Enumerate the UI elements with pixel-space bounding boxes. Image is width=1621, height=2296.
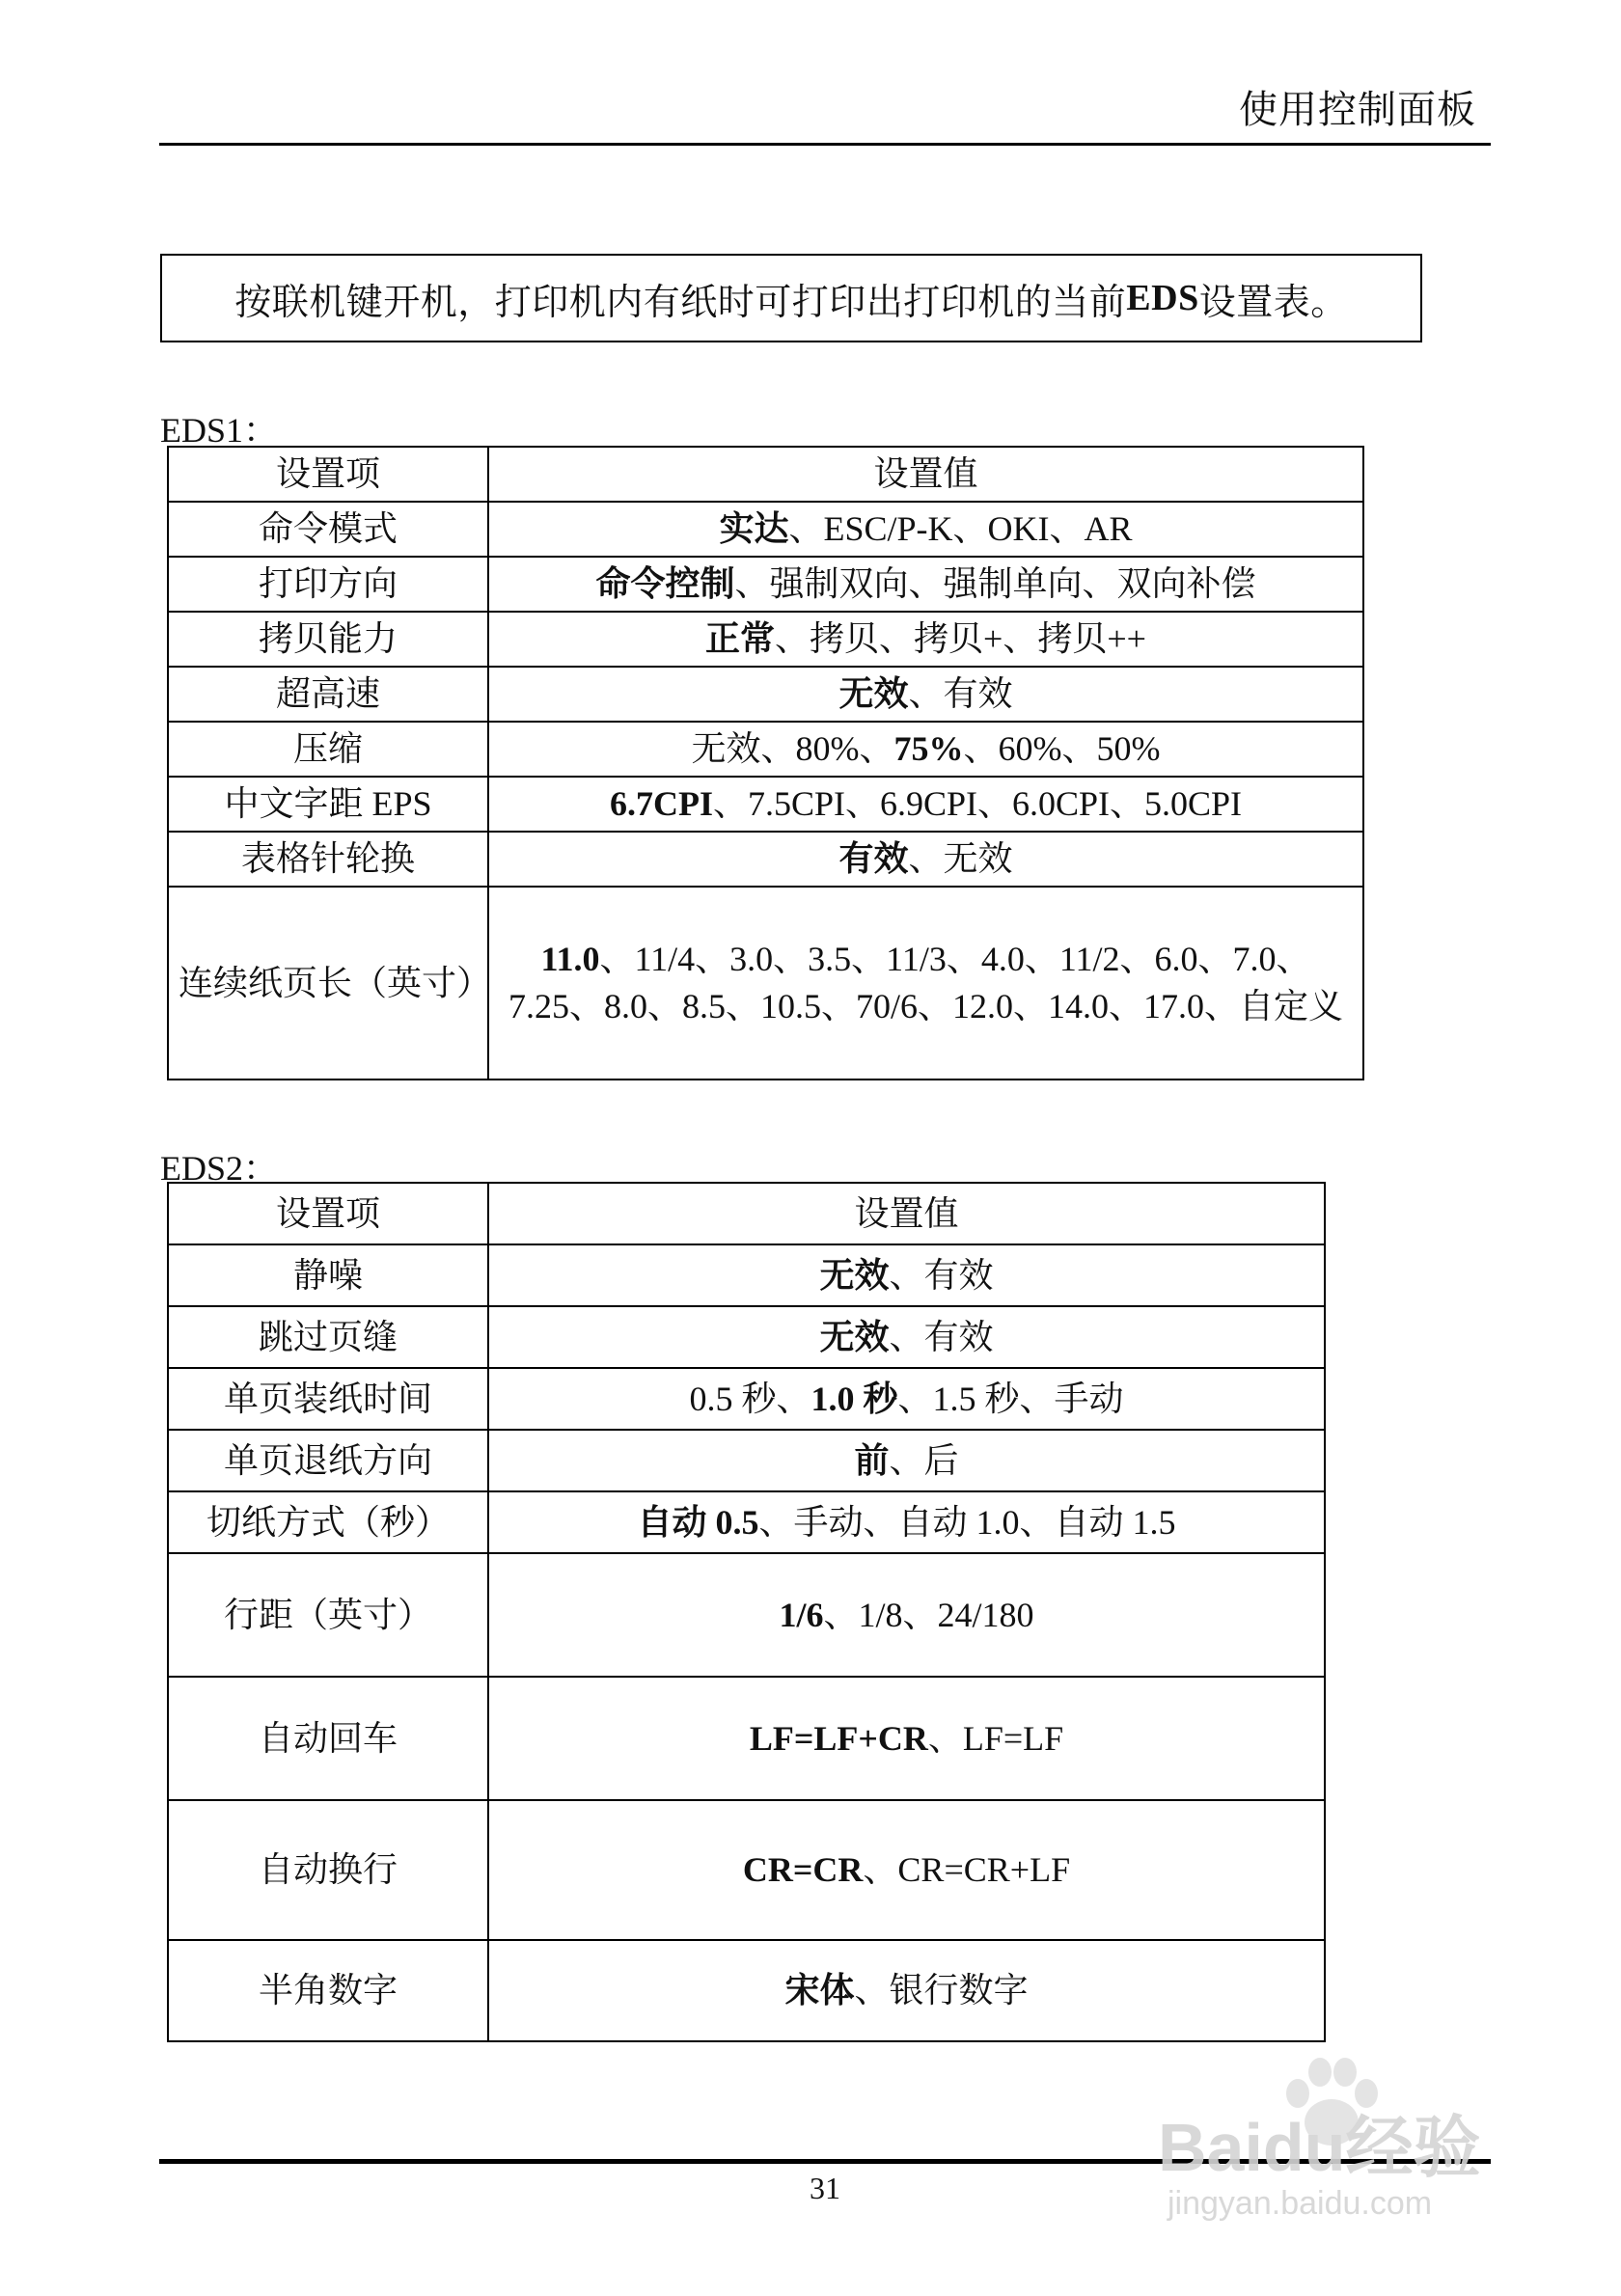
- table-header-row: [168, 447, 1363, 502]
- header-cell-value: 设置值: [488, 447, 1363, 502]
- option-value-text: 无效、80%、: [691, 729, 894, 769]
- table-row: [168, 1491, 1325, 1553]
- watermark-logo: Baidu经验: [1158, 2110, 1481, 2185]
- eds1-label: EDS1：: [160, 411, 279, 450]
- setting-value-cell: [488, 1940, 1325, 2041]
- default-value-text: 1.0 秒: [810, 1379, 898, 1418]
- setting-item-cell: 自动回车: [168, 1677, 488, 1800]
- page-number: 31: [810, 2171, 840, 2205]
- setting-value-cell: [488, 1800, 1325, 1940]
- setting-item-cell: 跳过页缝: [168, 1306, 488, 1368]
- option-value-text: 、11/4、3.0、3.5、11/3、4.0、11/2、6.0、7.0、7.25、8.0、8.5、10.5、70/6、12.0、14.0、17.0、自定义: [508, 940, 1343, 1025]
- option-value-text: 、1.5 秒、手动: [897, 1379, 1124, 1418]
- option-value-text: 、后: [889, 1440, 959, 1480]
- option-value-text: 、LF=LF: [927, 1718, 1064, 1758]
- default-value-text: 自动 0.5: [637, 1502, 759, 1542]
- table-row: [168, 557, 1363, 612]
- table-row: [168, 1677, 1325, 1800]
- default-value-text: 无效: [838, 674, 909, 714]
- eds2-label: EDS2：: [160, 1149, 279, 1188]
- setting-value-cell: [488, 612, 1363, 667]
- table-row: [168, 667, 1363, 722]
- option-value-text: 、手动、自动 1.0、自动 1.5: [758, 1502, 1176, 1542]
- setting-item-cell: 连续纸页长（英寸）: [168, 887, 488, 1080]
- watermark-url: jingyan.baidu.com: [1168, 2185, 1433, 2222]
- table-row: [168, 502, 1363, 557]
- setting-item-cell: 压缩: [168, 722, 488, 777]
- baidu-watermark: [1148, 2064, 1553, 2257]
- option-value-text: 、7.5CPI、6.9CPI、6.0CPI、5.0CPI: [712, 784, 1243, 824]
- table-row: [168, 887, 1363, 1080]
- option-value-text: 、有效: [908, 674, 1013, 714]
- setting-item-cell: 拷贝能力: [168, 612, 488, 667]
- setting-value-cell: [488, 722, 1363, 777]
- option-value-text: 、银行数字: [854, 1971, 1029, 2010]
- option-value-text: 、有效: [889, 1255, 994, 1295]
- setting-value-cell: [488, 557, 1363, 612]
- table-row: [168, 832, 1363, 887]
- notice-box: [160, 254, 1422, 342]
- option-value-text: 0.5 秒、: [689, 1379, 811, 1418]
- option-value-text: 、60%、50%: [963, 729, 1161, 769]
- header-cell-value: 设置值: [488, 1183, 1325, 1244]
- table-row: [168, 1306, 1325, 1368]
- table-row: [168, 612, 1363, 667]
- option-value-text: 、ESC/P-K、OKI、AR: [788, 509, 1133, 549]
- setting-item-cell: 单页装纸时间: [168, 1368, 488, 1430]
- header-cell-item: 设置项: [168, 447, 488, 502]
- option-value-text: 、拷贝、拷贝+、拷贝++: [775, 619, 1146, 659]
- page-header-title: 使用控制面板: [1239, 88, 1476, 131]
- default-value-text: LF=LF+CR: [749, 1718, 928, 1758]
- setting-value-cell: [488, 1368, 1325, 1430]
- setting-value-cell: [488, 832, 1363, 887]
- table-row: [168, 1940, 1325, 2041]
- option-value-text: 、CR=CR+LF: [863, 1850, 1071, 1890]
- default-value-text: 有效: [838, 839, 909, 879]
- table-row: [168, 1244, 1325, 1306]
- default-value-text: 实达: [719, 509, 789, 549]
- setting-item-cell: 打印方向: [168, 557, 488, 612]
- setting-value-cell: [488, 1553, 1325, 1677]
- setting-value-cell: [488, 1491, 1325, 1553]
- default-value-text: 6.7CPI: [609, 784, 713, 824]
- table-row: [168, 1553, 1325, 1677]
- setting-item-cell: 超高速: [168, 667, 488, 722]
- table-row: [168, 722, 1363, 777]
- notice-text-before: 按联机键开机，打印机内有纸时可打印出打印机的当前: [234, 282, 1127, 323]
- notice-text-bold: EDS: [1126, 278, 1199, 318]
- setting-value-cell: [488, 502, 1363, 557]
- option-value-text: 、1/8、24/180: [823, 1595, 1034, 1634]
- eds2-table: [167, 1182, 1326, 2042]
- setting-item-cell: 静噪: [168, 1244, 488, 1306]
- default-value-text: 正常: [705, 619, 776, 659]
- setting-value-cell: [488, 777, 1363, 832]
- setting-value-cell: [488, 1306, 1325, 1368]
- default-value-text: 11.0: [540, 940, 600, 979]
- default-value-text: 前: [854, 1440, 890, 1480]
- setting-value-cell: [488, 1430, 1325, 1491]
- setting-item-cell: 表格针轮换: [168, 832, 488, 887]
- default-value-text: 命令控制: [595, 564, 735, 604]
- setting-item-cell: 中文字距 EPS: [168, 777, 488, 832]
- notice-text-after: 设置表。: [1198, 282, 1348, 323]
- setting-item-cell: 切纸方式（秒）: [168, 1491, 488, 1553]
- option-value-text: 、强制双向、强制单向、双向补偿: [734, 564, 1256, 604]
- table-row: [168, 1368, 1325, 1430]
- setting-value-cell: [488, 887, 1363, 1080]
- header-cell-item: 设置项: [168, 1183, 488, 1244]
- setting-item-cell: 命令模式: [168, 502, 488, 557]
- default-value-text: 宋体: [784, 1971, 855, 2010]
- setting-item-cell: 半角数字: [168, 1940, 488, 2041]
- setting-value-cell: [488, 667, 1363, 722]
- eds1-table: [167, 446, 1364, 1080]
- setting-value-cell: [488, 1244, 1325, 1306]
- option-value-text: 、无效: [908, 839, 1013, 879]
- default-value-text: 75%: [893, 729, 964, 769]
- option-value-text: 、有效: [889, 1317, 994, 1356]
- setting-item-cell: 单页退纸方向: [168, 1430, 488, 1491]
- table-header-row: [168, 1183, 1325, 1244]
- table-row: [168, 1430, 1325, 1491]
- setting-item-cell: 自动换行: [168, 1800, 488, 1940]
- default-value-text: 1/6: [779, 1595, 824, 1634]
- default-value-text: 无效: [819, 1317, 890, 1356]
- default-value-text: 无效: [819, 1255, 890, 1295]
- table-row: [168, 1800, 1325, 1940]
- table-row: [168, 777, 1363, 832]
- setting-value-cell: [488, 1677, 1325, 1800]
- setting-item-cell: 行距（英寸）: [168, 1553, 488, 1677]
- default-value-text: CR=CR: [742, 1850, 864, 1890]
- header-rule: [159, 143, 1491, 146]
